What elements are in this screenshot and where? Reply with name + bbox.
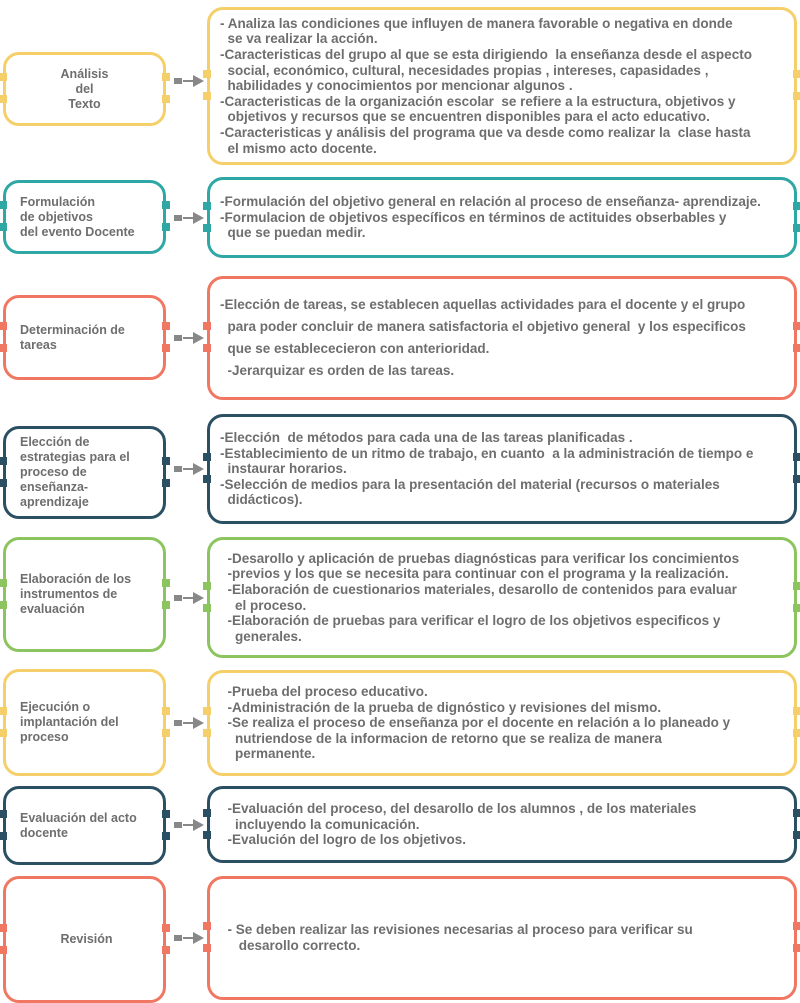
stage-connector-square — [162, 946, 170, 954]
description-connector-square — [793, 70, 800, 78]
description-connector-square — [203, 344, 211, 352]
stage-label: Formulación de objetivos del evento Docente — [20, 194, 135, 239]
stage-connector-square — [162, 479, 170, 487]
description-line: -Elección de métodos para cada una de las tareas planificadas . — [220, 430, 633, 446]
description-connector-square — [203, 922, 211, 930]
stage-box — [3, 180, 166, 254]
stage-connector-square — [0, 322, 7, 330]
stage-box — [3, 876, 166, 1003]
description-connector-square — [203, 582, 211, 590]
description-connector-square — [793, 831, 800, 839]
description-line: -Elaboración de pruebas para verificar el logro de los objetivos especificos y — [220, 613, 721, 629]
stage-connector-square — [162, 832, 170, 840]
description-line: que se establececieron con anterioridad. — [220, 341, 490, 356]
description-line: incluyendo la comunicación. — [220, 816, 420, 832]
arrow-right-icon — [174, 463, 204, 475]
description-connector-square — [203, 453, 211, 461]
arrow-right-icon — [174, 717, 204, 729]
description-connector-square — [793, 707, 800, 715]
stage-connector-square — [0, 810, 7, 818]
arrow-right-icon — [174, 212, 204, 224]
description-line: -Jerarquizar es orden de las tareas. — [220, 363, 455, 378]
description-line: el mismo acto docente. — [220, 140, 377, 156]
stage-box — [3, 537, 166, 652]
description-connector-square — [203, 809, 211, 817]
description-line: objetivos y recursos que se encuentren disponibles para el acto educativo. — [220, 109, 710, 125]
stage-connector-square — [0, 707, 7, 715]
description-line: habilidades y conocimientos por mencionar algunos . — [220, 78, 573, 94]
description-line: -previos y los que se necesita para continuar con el programa y la realización. — [220, 566, 729, 582]
description-connector-square — [203, 92, 211, 100]
description-line: social, económico, cultural, necesidades propias , intereses, capasidades , — [220, 62, 709, 78]
stage-connector-square — [162, 73, 170, 81]
arrow-right-icon — [174, 75, 204, 87]
stage-connector-square — [162, 457, 170, 465]
description-box — [207, 276, 797, 400]
stage-label: Ejecución o implantación del proceso — [20, 700, 119, 744]
stage-connector-square — [162, 322, 170, 330]
stage-box — [3, 295, 166, 380]
description-connector-square — [793, 453, 800, 461]
stage-connector-square — [162, 344, 170, 352]
description-line: -Prueba del proceso educativo. — [220, 684, 428, 700]
description-box — [207, 414, 797, 524]
stage-connector-square — [0, 223, 7, 231]
description-connector-square — [793, 344, 800, 352]
stage-label: Revisión — [60, 932, 113, 946]
description-connector-square — [793, 92, 800, 100]
description-box — [207, 876, 797, 1000]
description-box — [207, 537, 797, 658]
description-line: -Establecimiento de un ritmo de trabajo, en cuanto a la administración de tiempo e — [220, 445, 754, 461]
stage-label: Elección de estrategias para el proceso de enseñanza- aprendizaje — [20, 435, 130, 509]
description-connector-square — [203, 224, 211, 232]
description-connector-square — [203, 202, 211, 210]
stage-connector-square — [162, 810, 170, 818]
description-line: -Elección de tareas, se establecen aquellas actividades para el docente y el grupo — [220, 297, 746, 312]
stage-connector-square — [0, 344, 7, 352]
stage-connector-square — [0, 946, 7, 954]
description-box — [207, 7, 797, 165]
description-line: generales. — [220, 628, 302, 644]
stage-label: Elaboración de los instrumentos de evaluación — [20, 572, 132, 616]
stage-label: Evaluación del acto docente — [20, 810, 137, 840]
arrow-right-icon — [174, 592, 204, 604]
description-line: -Caracteristicas y análisis del programa que va desde como realizar la clase hasta — [220, 124, 751, 140]
stage-box — [3, 52, 166, 126]
stage-box — [3, 426, 166, 519]
description-line: -Evalución del logro de los objetivos. — [220, 832, 467, 848]
description-line: -Desarollo y aplicación de pruebas diagnósticas para verificar los concimientos — [220, 550, 740, 566]
description-connector-square — [203, 707, 211, 715]
description-line: -Evaluación del proceso, del desarollo de los alumnos , de los materiales — [220, 801, 697, 817]
stage-connector-square — [0, 457, 7, 465]
description-line: instaurar horarios. — [220, 461, 347, 477]
description-connector-square — [203, 604, 211, 612]
description-line: -Administración de la prueba de dignóstico y revisiones del mismo. — [220, 699, 662, 715]
description-connector-square — [203, 322, 211, 330]
description-connector-square — [203, 475, 211, 483]
description-line: -Formulación del objetivo general en relación al proceso de enseñanza- aprendizaje. — [220, 194, 761, 210]
arrow-right-icon — [174, 932, 204, 944]
stage-label: Determinación de tareas — [20, 322, 125, 352]
description-line: -Se realiza el proceso de enseñanza por el docente en relación a lo planeado y — [220, 715, 731, 731]
description-connector-square — [203, 944, 211, 952]
description-box — [207, 786, 797, 863]
description-connector-square — [793, 582, 800, 590]
description-line: -Formulacion de objetivos específicos en términos de actituides obserbables y — [220, 209, 727, 225]
stage-connector-square — [162, 579, 170, 587]
stage-connector-square — [162, 201, 170, 209]
description-line: -Elaboración de cuestionarios materiales, desarollo de contenidos para evaluar — [220, 581, 737, 597]
stage-connector-square — [162, 223, 170, 231]
stage-connector-square — [0, 479, 7, 487]
description-connector-square — [203, 831, 211, 839]
description-line: -Caracteristicas del grupo al que se esta dirigiendo la enseñanza desde el aspecto — [220, 47, 752, 63]
description-connector-square — [203, 729, 211, 737]
description-line: - Se deben realizar las revisiones necesarias al proceso para verificar su — [220, 922, 693, 938]
stage-connector-square — [0, 601, 7, 609]
description-line: que se puedan medir. — [220, 225, 366, 241]
stage-connector-square — [162, 924, 170, 932]
stage-connector-square — [0, 95, 7, 103]
description-line: -Caracteristicas de la organización escolar se refiere a la estructura, objetivos y — [220, 93, 736, 109]
description-line: para poder concluir de manera satisfactoria el objetivo general y los especificos — [220, 319, 746, 334]
description-connector-square — [793, 475, 800, 483]
stage-connector-square — [162, 707, 170, 715]
description-connector-square — [793, 729, 800, 737]
description-line: permanente. — [220, 746, 316, 762]
stage-connector-square — [0, 73, 7, 81]
stage-box — [3, 669, 166, 776]
stage-connector-square — [162, 601, 170, 609]
description-connector-square — [793, 604, 800, 612]
arrow-right-icon — [174, 332, 204, 344]
stage-connector-square — [0, 579, 7, 587]
stage-connector-square — [0, 729, 7, 737]
stage-label: Análisis del Texto — [60, 66, 109, 111]
description-connector-square — [793, 322, 800, 330]
stage-connector-square — [0, 832, 7, 840]
stage-connector-square — [162, 95, 170, 103]
description-line: desarollo correcto. — [220, 938, 361, 953]
description-line: - Analiza las condiciones que influyen de manera favorable o negativa en donde — [220, 15, 733, 31]
description-line: se va realizar la acción. — [220, 31, 378, 47]
description-connector-square — [793, 202, 800, 210]
description-line: el proceso. — [220, 597, 307, 613]
description-connector-square — [793, 809, 800, 817]
description-connector-square — [793, 224, 800, 232]
stage-connector-square — [0, 924, 7, 932]
description-line: nutriendose de la informacion de retorno que se realiza de manera — [220, 730, 662, 746]
description-connector-square — [793, 922, 800, 930]
description-box — [207, 177, 797, 258]
description-box — [207, 670, 797, 776]
stage-connector-square — [0, 201, 7, 209]
description-line: -Selección de medios para la presentación del material (recursos o materiales — [220, 476, 720, 492]
description-connector-square — [203, 70, 211, 78]
description-connector-square — [793, 944, 800, 952]
description-line: didácticos). — [220, 492, 303, 508]
stage-connector-square — [162, 729, 170, 737]
arrow-right-icon — [174, 819, 204, 831]
stage-box — [3, 786, 166, 865]
